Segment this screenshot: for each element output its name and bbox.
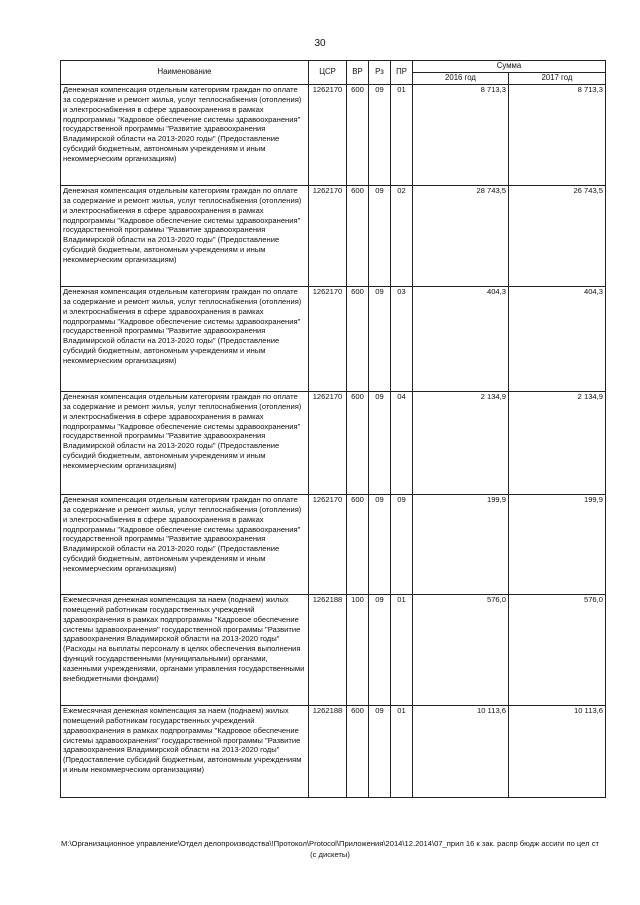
row-pr: 09 — [391, 495, 413, 595]
row-csr: 1262188 — [309, 706, 347, 798]
row-pr: 03 — [391, 287, 413, 392]
row-sum-2016: 28 743,5 — [413, 186, 509, 287]
row-pr: 02 — [391, 186, 413, 287]
row-vr: 600 — [347, 706, 369, 798]
row-vr: 600 — [347, 186, 369, 287]
row-rz: 09 — [369, 186, 391, 287]
row-sum-2017: 576,0 — [509, 595, 606, 706]
row-name: Денежная компенсация отдельным категориям граждан по оплате за содержание и ремонт жилья, услуг теплоснабжения (отопления) и электроснабжения в сфере здравоохранения в рамках подпрограммы "Кадровое обеспечение системы здравоохранения" государственной программы "Развитие здравоохранения Владимирской области на 2013-2020 годы" (Предоставление субсидий бюджетным, автономным учреждениям и иным некоммерческим организациям) — [61, 85, 309, 186]
row-sum-2016: 2 134,9 — [413, 392, 509, 495]
row-name: Денежная компенсация отдельным категориям граждан по оплате за содержание и ремонт жилья, услуг теплоснабжения (отопления) и электроснабжения в сфере здравоохранения в рамках подпрограммы "Кадровое обеспечение системы здравоохранения" государственной программы "Развитие здравоохранения Владимирской области на 2013-2020 годы" (Предоставление субсидий бюджетным, автономным учреждениям и иным некоммерческим организациям) — [61, 186, 309, 287]
row-sum-2016: 199,9 — [413, 495, 509, 595]
row-sum-2017: 2 134,9 — [509, 392, 606, 495]
row-rz: 09 — [369, 495, 391, 595]
row-vr: 600 — [347, 392, 369, 495]
row-csr: 1262170 — [309, 392, 347, 495]
row-vr: 600 — [347, 85, 369, 186]
table-row — [61, 392, 606, 495]
table-row — [61, 85, 606, 186]
row-name: Ежемесячная денежная компенсация за наем (поднаем) жилых помещений работникам государственных учреждений здравоохранения в рамках подпрограммы "Кадровое обеспечение системы здравоохранения" государственной программы "Развитие здравоохранения Владимирской области на 2013-2020 годы" (Расходы на выплаты персоналу в целях обеспечения выполнения функций государственными (муниципальными) органами, казенными учреждениями, органами управления государственными внебюджетными фондами) — [61, 595, 309, 706]
row-sum-2017: 199,9 — [509, 495, 606, 595]
table-row — [61, 186, 606, 287]
row-csr: 1262170 — [309, 287, 347, 392]
header-csr: ЦСР — [309, 61, 347, 85]
row-name: Денежная компенсация отдельным категориям граждан по оплате за содержание и ремонт жилья, услуг теплоснабжения (отопления) и электроснабжения в сфере здравоохранения в рамках подпрограммы "Кадровое обеспечение системы здравоохранения" государственной программы "Развитие здравоохранения Владимирской области на 2013-2020 годы" (Предоставление субсидий бюджетным, автономным учреждениям и иным некоммерческим организациям) — [61, 287, 309, 392]
row-pr: 01 — [391, 706, 413, 798]
row-sum-2016: 8 713,3 — [413, 85, 509, 186]
row-pr: 01 — [391, 595, 413, 706]
row-sum-2017: 8 713,3 — [509, 85, 606, 186]
row-vr: 100 — [347, 595, 369, 706]
row-name: Ежемесячная денежная компенсация за наем (поднаем) жилых помещений работникам государственных учреждений здравоохранения в рамках подпрограммы "Кадровое обеспечение системы здравоохранения" государственной программы "Развитие здравоохранения Владимирской области на 2013-2020 годы" (Предоставление субсидий бюджетным, автономным учреждениям и иным некоммерческим организациям) — [61, 706, 309, 798]
row-name: Денежная компенсация отдельным категориям граждан по оплате за содержание и ремонт жилья, услуг теплоснабжения (отопления) и электроснабжения в сфере здравоохранения в рамках подпрограммы "Кадровое обеспечение системы здравоохранения" государственной программы "Развитие здравоохранения Владимирской области на 2013-2020 годы" (Предоставление субсидий бюджетным, автономным учреждениям и иным некоммерческим организациям) — [61, 392, 309, 495]
row-rz: 09 — [369, 287, 391, 392]
row-sum-2017: 404,3 — [509, 287, 606, 392]
header-vr: ВР — [347, 61, 369, 85]
row-pr: 04 — [391, 392, 413, 495]
header-sum: Сумма — [413, 61, 606, 73]
table-row — [61, 706, 606, 798]
table-row — [61, 495, 606, 595]
row-rz: 09 — [369, 85, 391, 186]
table-row — [61, 287, 606, 392]
row-sum-2016: 576,0 — [413, 595, 509, 706]
row-vr: 600 — [347, 495, 369, 595]
header-rz: Рз — [369, 61, 391, 85]
row-sum-2016: 404,3 — [413, 287, 509, 392]
row-rz: 09 — [369, 595, 391, 706]
row-vr: 600 — [347, 287, 369, 392]
page-number: 30 — [314, 38, 326, 49]
row-sum-2017: 26 743,5 — [509, 186, 606, 287]
budget-table — [60, 60, 606, 798]
header-pr: ПР — [391, 61, 413, 85]
row-name: Денежная компенсация отдельным категориям граждан по оплате за содержание и ремонт жилья, услуг теплоснабжения (отопления) и электроснабжения в сфере здравоохранения в рамках подпрограммы "Кадровое обеспечение системы здравоохранения" государственной программы "Развитие здравоохранения Владимирской области на 2013-2020 годы" (Предоставление субсидий бюджетным, автономным учреждениям и иным некоммерческим организациям) — [61, 495, 309, 595]
row-rz: 09 — [369, 706, 391, 798]
row-csr: 1262188 — [309, 595, 347, 706]
row-rz: 09 — [369, 392, 391, 495]
header-year-2017: 2017 год — [509, 73, 606, 85]
row-csr: 1262170 — [309, 85, 347, 186]
table-row — [61, 595, 606, 706]
header-name: Наименование — [61, 61, 309, 85]
row-csr: 1262170 — [309, 186, 347, 287]
row-csr: 1262170 — [309, 495, 347, 595]
file-path-footer: M:\Организационное управление\Отдел делопроизводства\!Протокол\Protocol\Приложения\2014\12.2014\07_прил 16 к зак. распр бюдж ассиги по цел ст (с дискеты) — [61, 839, 599, 859]
row-sum-2017: 10 113,6 — [509, 706, 606, 798]
header-year-2016: 2016 год — [413, 73, 509, 85]
row-sum-2016: 10 113,6 — [413, 706, 509, 798]
row-pr: 01 — [391, 85, 413, 186]
